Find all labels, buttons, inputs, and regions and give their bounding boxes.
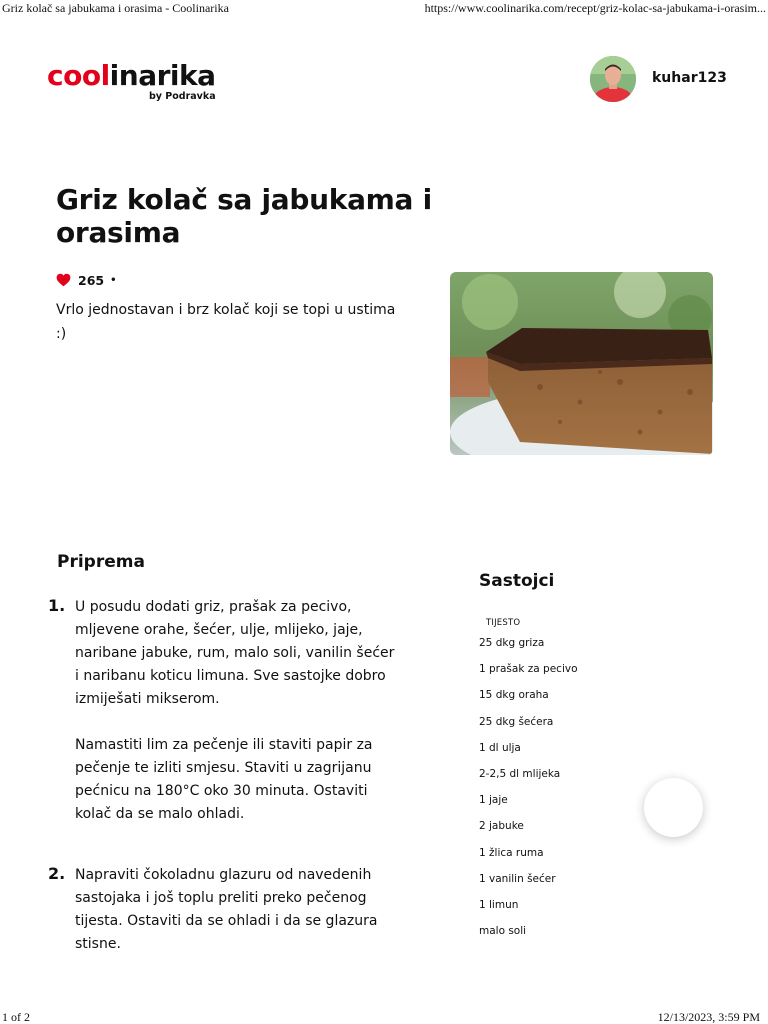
- ingredients-title: Sastojci: [479, 571, 555, 591]
- step-paragraph: U posudu dodati griz, prašak za pecivo, mljevene orahe, šećer, ulje, mlijeko, jaje, naribane jabuke, rum, malo soli, vanilin šećer i naribanu koticu limuna. Sve sastojke dobro izmiješati mikserom.: [75, 599, 395, 707]
- floating-action-button[interactable]: [644, 778, 703, 837]
- step-text: [75, 864, 395, 956]
- likes-counter[interactable]: [56, 271, 117, 289]
- ingredient-item: 25 dkg šećera: [479, 715, 554, 728]
- ingredient-item: 2-2,5 dl mlijeka: [479, 767, 561, 780]
- heart-icon[interactable]: [56, 273, 71, 287]
- ingredient-item: 1 limun: [479, 898, 519, 911]
- logo-subtitle: by Podravka: [149, 91, 216, 102]
- cake-photo-illustration: [450, 272, 713, 455]
- step-number: 1.: [48, 596, 66, 615]
- avatar-image: [590, 56, 636, 102]
- ingredient-item: 1 žlica ruma: [479, 846, 544, 859]
- logo-part-cool: cool: [47, 59, 110, 92]
- print-page-count: 1 of 2: [2, 1010, 30, 1024]
- ingredient-group-label: TIJESTO: [486, 618, 521, 628]
- ingredient-item: 1 dl ulja: [479, 741, 521, 754]
- print-page-title: Griz kolač sa jabukama i orasima - Coolinarika: [2, 1, 229, 15]
- logo-part-inarika: inarika: [109, 59, 216, 92]
- meta-separator: •: [110, 274, 117, 286]
- recipe-photo: [450, 272, 713, 455]
- print-footer: [0, 1010, 768, 1024]
- likes-count: 265: [78, 272, 105, 288]
- ingredient-item: 25 dkg griza: [479, 637, 545, 649]
- recipe-title: Griz kolač sa jabukama i orasima: [56, 183, 432, 249]
- ingredient-item: 15 dkg oraha: [479, 689, 549, 702]
- logo-wordmark: [47, 60, 227, 92]
- username[interactable]: kuhar123: [652, 70, 727, 86]
- step-paragraph: Namastiti lim za pečenje ili staviti papir za pečenje te izliti smjesu. Staviti u zagrijanu pećnicu na 180°C oko 30 minuta. Ostaviti kolač da se malo ohladi.: [75, 737, 373, 822]
- recipe-description: Vrlo jednostavan i brz kolač koji se topi u ustima :): [56, 302, 396, 342]
- print-datetime: 12/13/2023, 3:59 PM: [657, 1010, 760, 1024]
- ingredient-item: malo soli: [479, 925, 527, 938]
- step-text: [75, 596, 395, 826]
- print-url: https://www.coolinarika.com/recept/griz-kolac-sa-jabukama-i-orasim...: [424, 1, 766, 15]
- ingredient-item: 1 vanilin šećer: [479, 872, 556, 885]
- preparation-title: Priprema: [57, 552, 145, 572]
- ingredient-item: 1 prašak za pecivo: [479, 663, 578, 676]
- avatar[interactable]: [590, 56, 636, 102]
- ingredient-item: 1 jaje: [479, 794, 508, 807]
- print-header: [0, 1, 768, 17]
- site-logo[interactable]: [47, 60, 227, 108]
- step-number: 2.: [48, 864, 66, 883]
- ingredient-item: 2 jabuke: [479, 820, 524, 833]
- step-paragraph: Napraviti čokoladnu glazuru od navedenih sastojaka i još toplu preliti preko pečenog tijesta. Ostaviti da se ohladi i da se glazura stisne.: [75, 867, 378, 952]
- ingredients-list: [479, 615, 619, 949]
